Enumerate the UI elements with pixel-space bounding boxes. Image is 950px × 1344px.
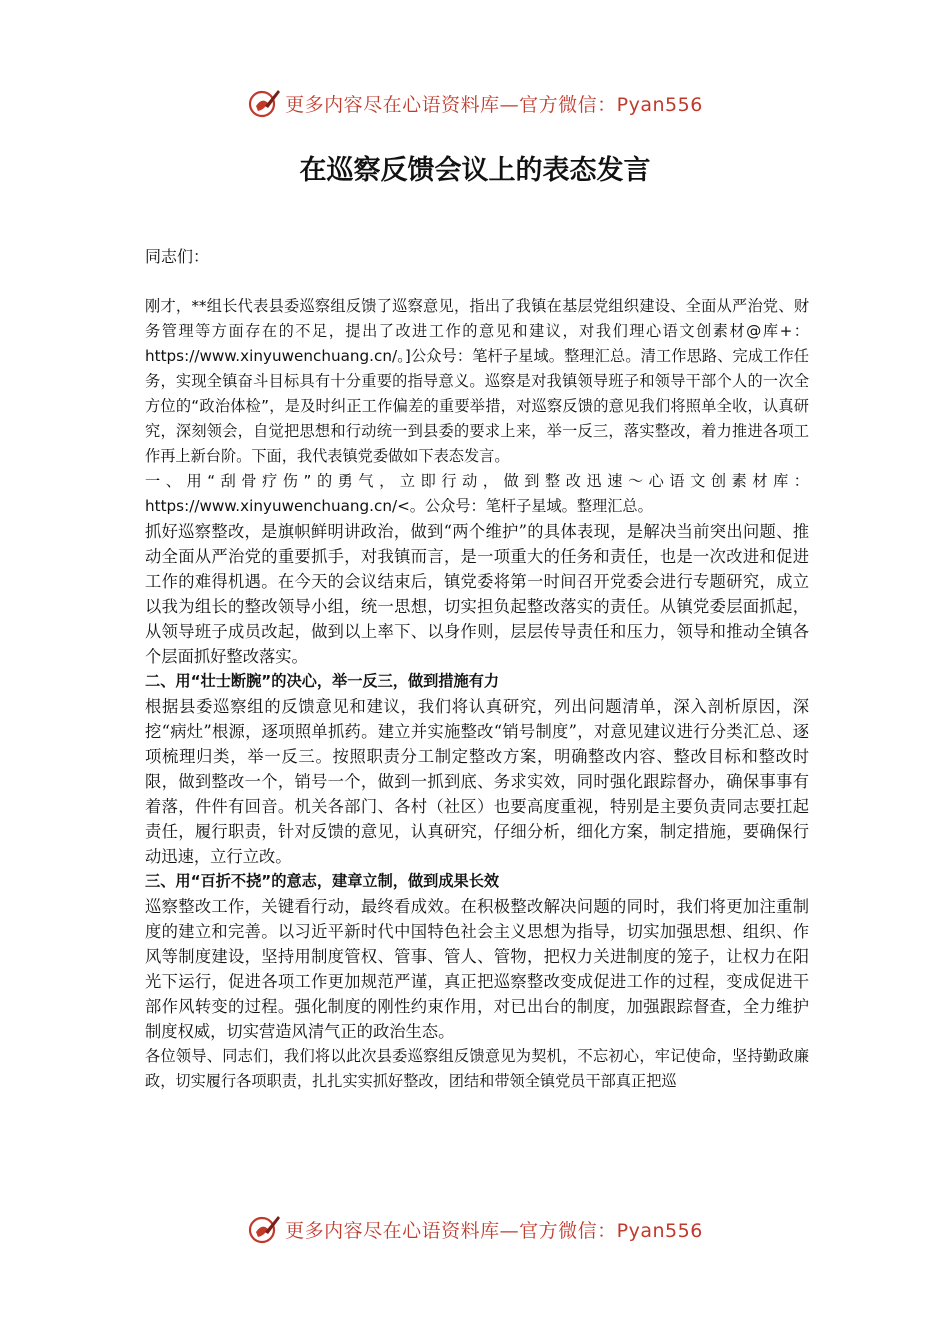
section-paragraph-2: 根据县委巡察组的反馈意见和建议，我们将认真研究，列出问题清单，深入剖析原因，深挖“病灶”根源，逐项照单抓药。建立并实施整改“销号制度”，对意见建议进行分类汇总、逐项梳理归类，举一反三。按照职责分工制定整改方案，明确整改内容、整改目标和整改时限，做到整改一个，销号一个，做到一抓到底、务求实效，同时强化跟踪督办，确保事事有着落，件件有回音。机关各部门、各村（社区）也要高度重视，特别是主要负责同志要扛起责任，履行职责，针对反馈的意见，认真研究，仔细分析，细化方案，制定措施，要确保行动迅速，立行立改。 (145, 697, 809, 866)
intro-paragraph: 刚才，**组长代表县委巡察组反馈了巡察意见，指出了我镇在基层党组织建设、全面从严治党、财务管理等方面存在的不足，提出了改进工作的意见和建议，对我们理心语文创素材@库+：https://www.xinyuwenchuang.cn/。]公众号：笔杆子星域。整理汇总。清工作思路、完成工作任务，实现全镇奋斗目标具有十分重要的指导意义。巡察是对我镇领导班子和领导干部个人的一次全方位的“政治体检”，是及时纠正工作偏差的重要举措，对巡察反馈的意见我们将照单全收，认真研究，深刻领会，自觉把思想和行动统一到县委的要求上来，举一反三，落实整改，着力推进各项工作再上新台阶。下面，我代表镇党委做如下表态发言。 (145, 297, 809, 465)
pen-logo-icon (247, 86, 281, 120)
section-heading-3: 三、用“百折不挠”的意志，建章立制，做到成果长效 (145, 872, 500, 890)
salutation: 同志们： (145, 247, 210, 266)
closing-paragraph: 各位领导、同志们，我们将以此次县委巡察组反馈意见为契机，不忘初心，牢记使命，坚持勤政廉政，切实履行各项职责，扎扎实实抓好整改，团结和带领全镇党员干部真正把巡 (145, 1047, 809, 1090)
banner-text: 更多内容尽在心语资料库—官方微信：Pyan556 (285, 93, 703, 116)
footer-watermark-banner (0, 1209, 950, 1249)
section-paragraph-3: 巡察整改工作，关键看行动，最终看成效。在积极整改解决问题的同时，我们将更加注重制度的建立和完善。以习近平新时代中国特色社会主义思想为指导，切实加强思想、组织、作风等制度建设，坚持用制度管权、管事、管人、管物，把权力关进制度的笼子，让权力在阳光下运行，促进各项工作更加规范严谨，真正把巡察整改变成促进工作的过程，变成促进干部作风转变的过程。强化制度的刚性约束作用，对已出台的制度，加强跟踪督查，全力维护制度权威，切实营造风清气正的政治生态。 (145, 897, 809, 1041)
section-paragraph-1: 抓好巡察整改，是旗帜鲜明讲政治，做到“两个维护”的具体表现，是解决当前突出问题、推动全面从严治党的重要抓手，对我镇而言，是一项重大的任务和责任，也是一次改进和促进工作的难得机遇。在今天的会议结束后，镇党委将第一时间召开党委会进行专题研究，成立以我为组长的整改领导小组，统一思想，切实担负起整改落实的责任。从镇党委层面抓起，从领导班子成员改起，做到以上率下、以身作则，层层传导责任和压力，领导和推动全镇各个层面抓好整改落实。 (145, 522, 809, 666)
section-heading-1: 一、用“刮骨疗伤”的勇气，立即行动，做到整改迅速～心语文创素材库：https://www.xinyuwenchuang.cn/<。公众号：笔杆子星域。整理汇总。 (145, 472, 809, 515)
banner-text: 更多内容尽在心语资料库—官方微信：Pyan556 (285, 1219, 703, 1242)
header-watermark-banner (0, 83, 950, 123)
pen-logo-icon (247, 1212, 281, 1246)
section-heading-2: 二、用“壮士断腕”的决心，举一反三，做到措施有力 (145, 672, 500, 690)
document-title: 在巡察反馈会议上的表态发言 (299, 155, 651, 186)
document-body (145, 294, 809, 1094)
